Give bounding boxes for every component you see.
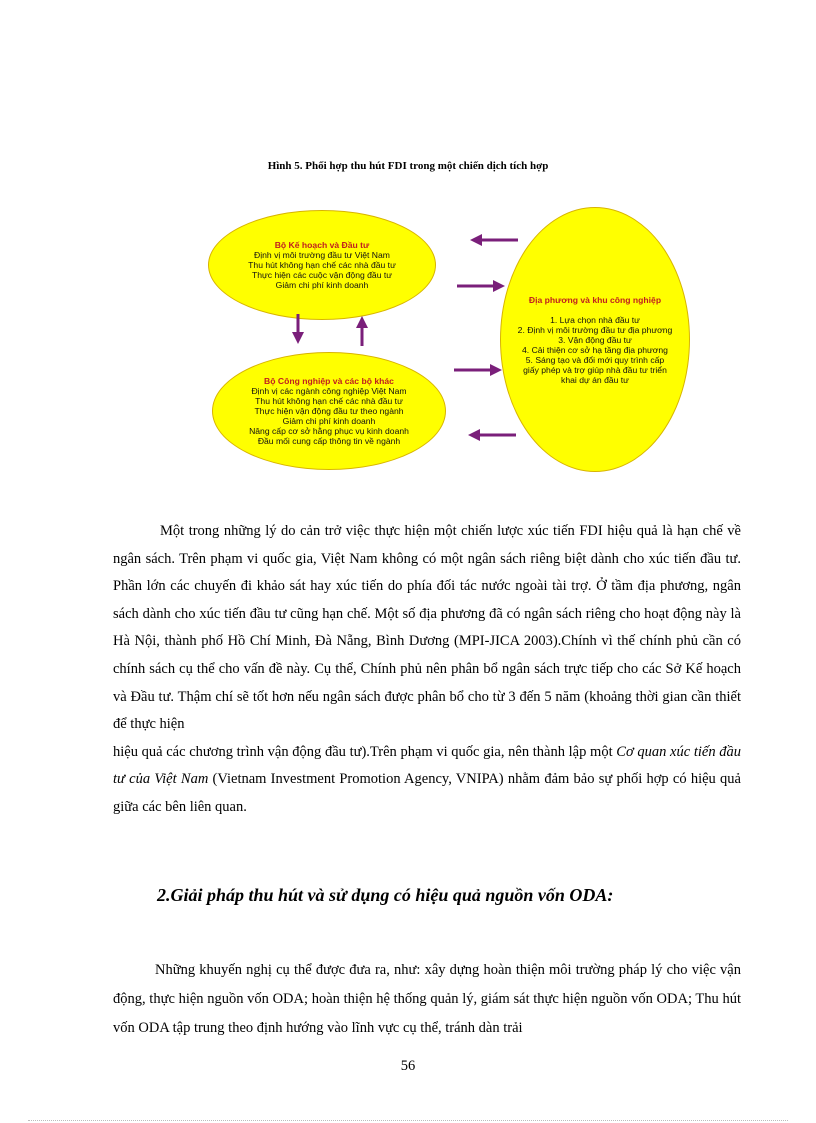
ministry-industry-line: Thu hút không hạn chế các nhà đầu tư — [255, 396, 403, 406]
local-industrial-zone-ellipse — [500, 207, 690, 472]
ministry-plan-line: Giảm chi phí kinh doanh — [275, 280, 369, 290]
ministry-plan-investment-ellipse — [208, 210, 436, 320]
local-line: 3. Vận động đầu tư — [558, 334, 632, 345]
ministry-plan-line: Định vị môi trường đầu tư Việt Nam — [254, 250, 390, 260]
paragraph-2: Những khuyến nghị cụ thể được đưa ra, như: xây dựng hoàn thiện môi trường pháp lý cho việc vận động, thực hiện nguồn vốn ODA; hoàn thiện hệ thống quản lý, giám sát thực hiện nguồn vốn ODA; Thu hút vốn ODA tập trung theo định hướng vào lĩnh vực cụ thể, tránh dàn trải — [113, 962, 741, 1036]
local-line: 1. Lựa chọn nhà đầu tư — [550, 314, 640, 325]
arrow-right-icon — [452, 363, 502, 377]
figure-caption: Hình 5. Phối hợp thu hút FDI trong một chiến dịch tích hợp — [267, 160, 549, 172]
paragraph-1-italic: Cơ quan xúc tiến đầu tư của Việt Nam — [113, 743, 741, 788]
arrow-left-icon — [470, 233, 520, 247]
section-heading: 2.Giải pháp thu hút và sử dụng có hiệu quả nguồn vốn ODA: — [157, 885, 614, 905]
fdi-coordination-diagram — [205, 195, 695, 475]
ministry-industry-title: Bộ Công nghiệp và các bộ khác — [264, 376, 394, 386]
arrow-left-icon — [468, 428, 518, 442]
ministry-industry-line: Nâng cấp cơ sở hằng phục vụ kinh doanh — [249, 426, 409, 436]
ministry-industry-line: Giảm chi phí kinh doanh — [282, 416, 376, 426]
arrow-right-icon — [455, 279, 505, 293]
arrow-down-icon — [291, 312, 305, 344]
local-line: khai dự án đầu tư — [561, 374, 629, 385]
paragraph-1-text-cont: hiệu quả các chương trình vận động đầu tư).Trên phạm vi quốc gia, nên thành lập một — [113, 743, 617, 760]
paragraph-1-text-end: (Vietnam Investment Promotion Agency, VNIPA) nhằm đảm bảo sự phối hợp có hiệu quả giữa các bên liên quan. — [113, 771, 741, 815]
page-number: 56 — [400, 1058, 416, 1074]
ministry-plan-title: Bộ Kế hoạch và Đầu tư — [274, 240, 370, 250]
local-line: giấy phép và trợ giúp nhà đầu tư triển — [523, 364, 667, 375]
local-line: 2. Định vị môi trường đầu tư địa phương — [517, 324, 673, 335]
paragraph-1-text: Một trong những lý do cản trở việc thực hiện một chiến lược xúc tiến FDI hiệu quả là hạn chế về ngân sách. Trên phạm vi quốc gia, Việt Nam không có một ngân sách riêng biệt dành cho xúc tiến đầu tư. Phần lớn các chuyến đi khảo sát hay xúc tiến do phía đối tác nước ngoài tài trợ. Ở tầm địa phương, ngân sách dành cho xúc tiến đầu tư cũng hạn chế. Một số địa phương đã có ngân sách riêng cho hoạt động này là Hà Nội, thành phố Hồ Chí Minh, Đà Nẵng, Bình Dương (MPI-JICA 2003).Chính vì thế chính phủ cần có chính sách cụ thể cho vấn đề này. Cụ thể, Chính phủ nên phân bổ ngân sách trực tiếp cho các Sở Kế hoạch và Đầu tư. Thậm chí sẽ tốt hơn nếu ngân sách được phân bổ cho từ 3 đến 5 năm (khoảng thời gian cần thiết để thực hiện — [113, 523, 741, 733]
ministry-plan-line: Thu hút không hạn chế các nhà đầu tư — [248, 260, 396, 270]
ministry-plan-line: Thực hiện các cuộc vận động đầu tư — [251, 270, 393, 280]
page-bottom-divider — [28, 1120, 788, 1121]
local-title: Địa phương và khu công nghiệp — [528, 294, 662, 305]
local-line: 4. Cải thiện cơ sở hạ tầng địa phương — [522, 344, 668, 355]
ministry-industry-line: Định vị các ngành công nghiệp Việt Nam — [251, 386, 407, 396]
body-text — [113, 518, 741, 822]
ministry-industry-line: Đầu mối cung cấp thông tin về ngành — [257, 436, 401, 446]
ministry-industry-line: Thực hiện vận động đầu tư theo ngành — [254, 406, 404, 416]
paragraph-1 — [113, 518, 741, 822]
ministry-industry-ellipse — [212, 352, 446, 470]
local-line: 5. Sáng tạo và đổi mới quy trình cấp — [525, 354, 665, 365]
arrow-up-icon — [355, 316, 369, 348]
